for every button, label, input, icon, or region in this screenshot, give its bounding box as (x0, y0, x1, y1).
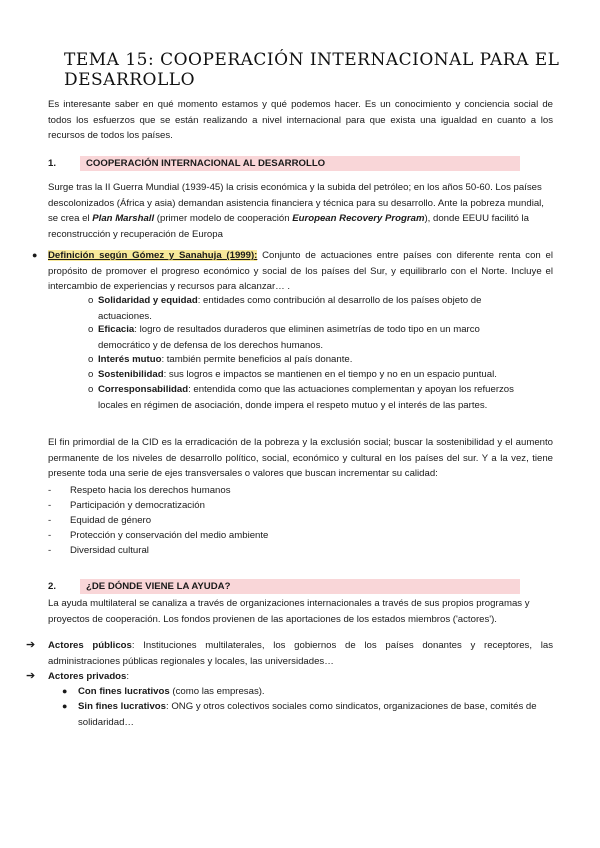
actores-publicos-label: Actores públicos (48, 640, 132, 651)
subitem-text: : también permite beneficios al país donante. (161, 354, 353, 365)
subitem-term: Interés mutuo (98, 354, 162, 365)
private-item-lucrativo (78, 684, 538, 700)
erp-name: European Recovery Program (292, 213, 425, 225)
actores-publicos-text: : Instituciones multilaterales, los gobiernos de los países donantes y receptores, las administraciones públicas regionales y locales, las universidades… (48, 640, 553, 667)
section1-paragraph (48, 180, 553, 242)
circle-o-icon: o (88, 354, 94, 365)
definition-paragraph (48, 248, 553, 295)
value-item: Participación y democratización (70, 500, 205, 511)
square-bullet-icon: ● (62, 686, 68, 696)
private-item-term: Sin fines lucrativos (78, 701, 166, 712)
value-dash: - (48, 545, 52, 556)
subitem-text: : sus logros e impactos se mantienen en el tiempo y no en un espacio puntual. (163, 369, 497, 380)
value-item: Equidad de género (70, 515, 152, 526)
subitem-term: Eficacia (98, 324, 135, 335)
arrow-right-icon: ➔ (26, 639, 36, 651)
subitem-term: Sostenibilidad (98, 369, 164, 380)
circle-o-icon: o (88, 295, 94, 306)
bullet-dot-icon: ● (32, 250, 38, 260)
value-dash: - (48, 500, 52, 511)
section1-text-a: Surge tras la II Guerra Mundial (1939-45) la crisis económica y la subida del petróleo; en los años 50-60. Los países descolonizados (África y asia) demandan asistencia financiera y técnica para su desarrollo. Ante la pobreza mundial, se crea el (48, 182, 544, 225)
subitem-eficacia (98, 322, 518, 353)
private-item-text: (como las empresas). (169, 686, 265, 697)
value-item: Diversidad cultural (70, 545, 149, 556)
section1-heading: COOPERACIÓN INTERNACIONAL AL DESARROLLO (86, 158, 326, 169)
page-title: TEMA 15: COOPERACIÓN INTERNACIONAL PARA EL DESARROLLO (64, 50, 560, 90)
subitem-text: : logro de resultados duraderos que eliminen asimetrías de todo tipo en un marco democrático y de defensa de los derechos humanos. (98, 324, 480, 351)
definition-text: Conjunto de actuaciones entre países con diferente renta con el propósito de promover el progreso económico y social de los países del Sur, y equilibrarlo con el Norte. Incluye el intercambio de experiencias y recursos para alcanzar… . (48, 250, 553, 293)
section2-paragraph: La ayuda multilateral se canaliza a través de organizaciones internacionales a través de sus propios programas y proyectos de cooperación. Los fondos provienen de las aportaciones de los estados miembros ('actores'). (48, 598, 530, 625)
private-item-text: : ONG y otros colectivos sociales como sindicatos, organizaciones de base, comités de solidaridad… (78, 701, 537, 728)
intro-paragraph: Es interesante saber en qué momento estamos y qué podemos hacer. Es un conocimiento y conciencia social de todos los esfuerzos que se están realizando a nivel internacional para que exista una igualdad en cuanto a los recursos de todos los países. (48, 99, 553, 142)
circle-o-icon: o (88, 384, 94, 395)
private-item-term: Con fines lucrativos (78, 686, 170, 697)
section1-text-b: (primer modelo de cooperación (154, 213, 293, 225)
section1-text-c: ), donde EEUU facilitó la reconstrucción y recuperación de Europa (48, 213, 529, 240)
section2-number: 2. (48, 581, 57, 592)
subitem-text: : entendida como que las actuaciones complementan y apoyan los refuerzos locales en régimen de asociación, donde impera el respeto mutuo y el interés de las partes. (98, 384, 514, 411)
value-dash: - (48, 515, 52, 526)
private-item-no-lucrativo (78, 699, 548, 730)
section2-heading: ¿DE DÓNDE VIENE LA AYUDA? (86, 581, 231, 592)
subitem-corresponsabilidad (98, 382, 538, 413)
actores-publicos (48, 638, 553, 669)
value-dash: - (48, 485, 52, 496)
actores-privados (48, 669, 553, 685)
subitem-text: : entidades como contribución al desarrollo de los países objeto de actuaciones. (98, 295, 482, 322)
subitem-interes (98, 352, 518, 368)
value-item: Respeto hacia los derechos humanos (70, 485, 231, 496)
actores-privados-label: Actores privados (48, 671, 127, 682)
value-dash: - (48, 530, 52, 541)
circle-o-icon: o (88, 369, 94, 380)
square-bullet-icon: ● (62, 701, 68, 711)
definition-title: Definición según Gómez y Sanahuja (1999): (48, 250, 258, 261)
subitem-term: Solidaridad y equidad (98, 295, 198, 306)
subitem-term: Corresponsabilidad (98, 384, 189, 395)
subitem-sostenibilidad (98, 367, 518, 383)
circle-o-icon: o (88, 324, 94, 335)
section1-number: 1. (48, 158, 57, 169)
actores-privados-colon: : (126, 671, 130, 682)
arrow-right-icon: ➔ (26, 670, 36, 682)
cid-paragraph: El fin primordial de la CID es la erradicación de la pobreza y la exclusión social; buscar la sostenibilidad y el aumento permanente de los niveles de desarrollo político, social, económico y cultural en los países del sur. Y a la vez, tiene presente toda una serie de ejes transversales o valores que buscan incrementar su calidad: (48, 437, 553, 480)
value-item: Protección y conservación del medio ambiente (70, 530, 269, 541)
plan-marshall: Plan Marshall (92, 213, 155, 225)
subitem-solidaridad (98, 293, 518, 324)
